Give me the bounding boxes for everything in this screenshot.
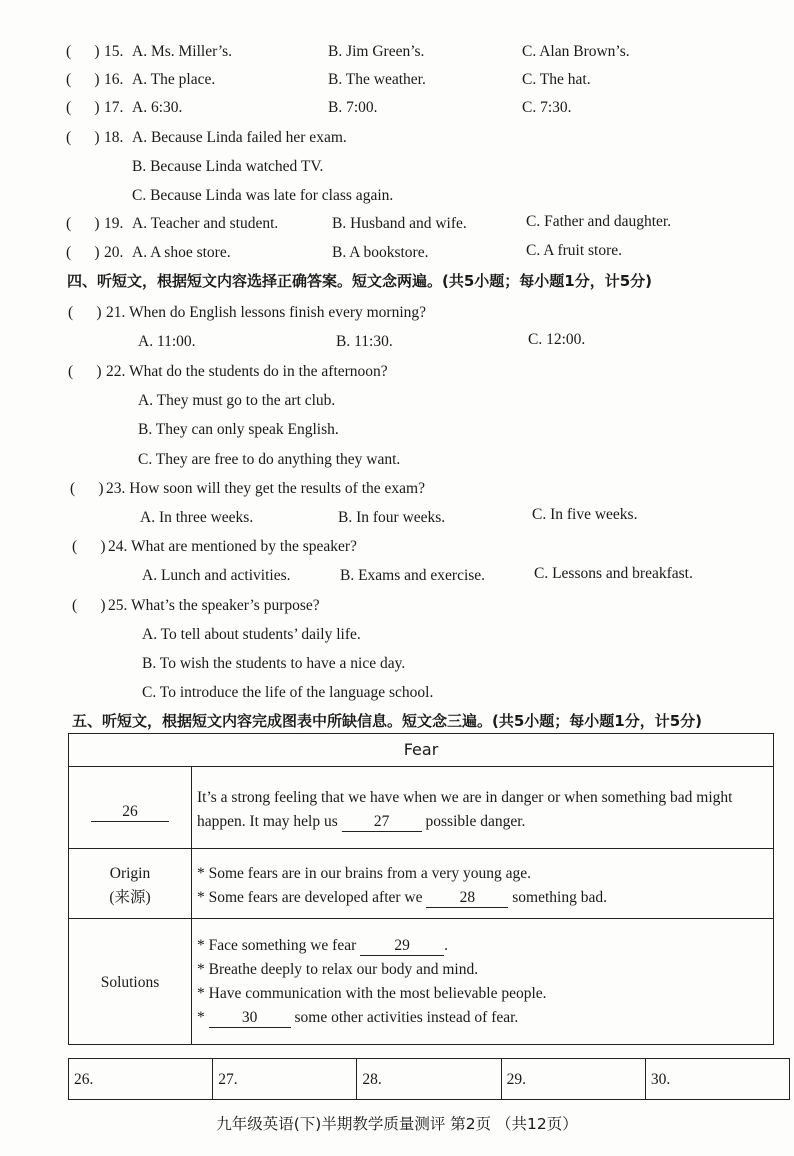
definition-line: happen. It may help us 27 possible danger. [197, 813, 526, 830]
answer-paren[interactable]: ( ) [66, 129, 100, 146]
answer-paren[interactable]: ( ) [66, 215, 100, 232]
origin-line: * Some fears are in our brains from a very young age. [197, 865, 531, 882]
origin-text [197, 862, 763, 910]
option-b[interactable]: B. 7:00. [328, 99, 378, 116]
option-c[interactable]: C. Lessons and breakfast. [534, 565, 693, 582]
answer-cell-26[interactable]: 26. [74, 1071, 94, 1088]
answer-cell-29[interactable]: 29. [501, 1059, 645, 1099]
option-b[interactable]: B. They can only speak English. [138, 421, 339, 438]
option-c[interactable]: C. Alan Brown’s. [522, 43, 630, 60]
option-b[interactable]: B. Exams and exercise. [340, 567, 486, 584]
option-b[interactable]: B. Jim Green’s. [328, 43, 425, 60]
answer-paren[interactable]: ( ) [72, 538, 106, 555]
question-number: 19. [104, 215, 124, 232]
definition-line: It’s a strong feeling that we have when we are in danger or when something bad might [197, 789, 733, 806]
option-b[interactable]: B. A bookstore. [332, 244, 429, 261]
section5-title: 五、听短文，根据短文内容完成图表中所缺信息。短文念三遍。(共5小题；每小题1分，计5分) [72, 712, 703, 730]
answer-paren[interactable]: ( ) [68, 304, 102, 321]
origin-label [69, 862, 191, 910]
option-a[interactable]: A. 6:30. [132, 99, 183, 116]
option-a[interactable]: A. Lunch and activities. [142, 567, 291, 584]
question-number: 16. [104, 71, 124, 88]
question-number: 18. [104, 129, 124, 146]
question-text: 25. What’s the speaker’s purpose? [108, 597, 320, 614]
option-a[interactable]: A. Ms. Miller’s. [132, 43, 233, 60]
answer-table [68, 1058, 790, 1100]
option-c[interactable]: C. A fruit store. [526, 242, 623, 259]
solution-line: * Breathe deeply to relax our body and mind. [197, 961, 479, 978]
option-c[interactable]: C. 12:00. [528, 331, 586, 348]
option-b[interactable]: B. Because Linda watched TV. [132, 158, 324, 175]
answer-paren[interactable]: ( ) [72, 597, 106, 614]
option-c[interactable]: C. 7:30. [522, 99, 572, 116]
origin-label-en: Origin [109, 865, 151, 882]
option-a[interactable]: A. Teacher and student. [132, 215, 279, 232]
option-b[interactable]: B. Husband and wife. [332, 215, 467, 232]
answer-paren[interactable]: ( ) [66, 244, 100, 261]
fear-table [68, 733, 774, 1045]
answer-cell-30[interactable]: 30. [645, 1059, 789, 1099]
question-text: 23. How soon will they get the results of the exam? [106, 480, 425, 497]
option-b[interactable]: B. 11:30. [336, 333, 393, 350]
option-b[interactable]: B. In four weeks. [338, 509, 446, 526]
option-c[interactable]: C. To introduce the life of the language school. [142, 684, 434, 701]
table-divider [69, 848, 773, 849]
question-text: 21. When do English lessons finish every morning? [106, 304, 427, 321]
solution-line: * Have communication with the most believable people. [197, 985, 547, 1002]
option-a[interactable]: A. Because Linda failed her exam. [132, 129, 347, 146]
question-number: 15. [104, 43, 124, 60]
option-c[interactable]: C. They are free to do anything they want. [138, 451, 401, 468]
blank-26[interactable]: 26 [91, 803, 169, 822]
solutions-text [197, 934, 763, 1030]
answer-cell-27[interactable]: 27. [212, 1059, 356, 1099]
table-divider [191, 766, 192, 1044]
option-a[interactable]: A. 11:00. [138, 333, 196, 350]
answer-paren[interactable]: ( ) [68, 363, 102, 380]
blank-30[interactable]: 30 [209, 1009, 291, 1028]
answer-cell-28[interactable]: 28. [356, 1059, 500, 1099]
solutions-label: Solutions [100, 974, 160, 991]
option-c[interactable]: C. In five weeks. [532, 506, 638, 523]
definition-label [69, 800, 191, 824]
answer-paren[interactable]: ( ) [70, 480, 104, 497]
answer-paren[interactable]: ( ) [66, 99, 100, 116]
blank-28[interactable]: 28 [426, 889, 508, 908]
option-a[interactable]: A. To tell about students’ daily life. [142, 626, 361, 643]
option-c[interactable]: C. Father and daughter. [526, 213, 672, 230]
definition-text [197, 786, 763, 834]
table-divider [69, 918, 773, 919]
question-text: 24. What are mentioned by the speaker? [108, 538, 357, 555]
question-number: 17. [104, 99, 124, 116]
option-a[interactable]: A. A shoe store. [132, 244, 231, 261]
origin-label-cn: (来源) [109, 889, 151, 906]
answer-paren[interactable]: ( ) [66, 71, 100, 88]
fear-table-title: Fear [403, 740, 439, 759]
question-text: 22. What do the students do in the afternoon? [106, 363, 388, 380]
option-a[interactable]: A. They must go to the art club. [138, 392, 336, 409]
blank-27[interactable]: 27 [342, 813, 422, 832]
option-b[interactable]: B. The weather. [328, 71, 426, 88]
section4-title: 四、听短文，根据短文内容选择正确答案。短文念两遍。(共5小题；每小题1分，计5分) [67, 272, 653, 290]
blank-29[interactable]: 29 [360, 937, 444, 956]
origin-line: * Some fears are developed after we 28 something bad. [197, 889, 607, 906]
solution-line: * 30 some other activities instead of fear. [197, 1009, 519, 1026]
solution-line: * Face something we fear 29 . [197, 937, 448, 954]
option-a[interactable]: A. The place. [132, 71, 216, 88]
option-a[interactable]: A. In three weeks. [140, 509, 254, 526]
option-b[interactable]: B. To wish the students to have a nice day. [142, 655, 406, 672]
question-number: 20. [104, 244, 124, 261]
option-c[interactable]: C. Because Linda was late for class again. [132, 187, 394, 204]
answer-paren[interactable]: ( ) [66, 43, 100, 60]
table-divider [69, 766, 773, 767]
page-footer: 九年级英语(下)半期教学质量测评 第2页 （共12页） [216, 1115, 578, 1133]
option-c[interactable]: C. The hat. [522, 71, 591, 88]
